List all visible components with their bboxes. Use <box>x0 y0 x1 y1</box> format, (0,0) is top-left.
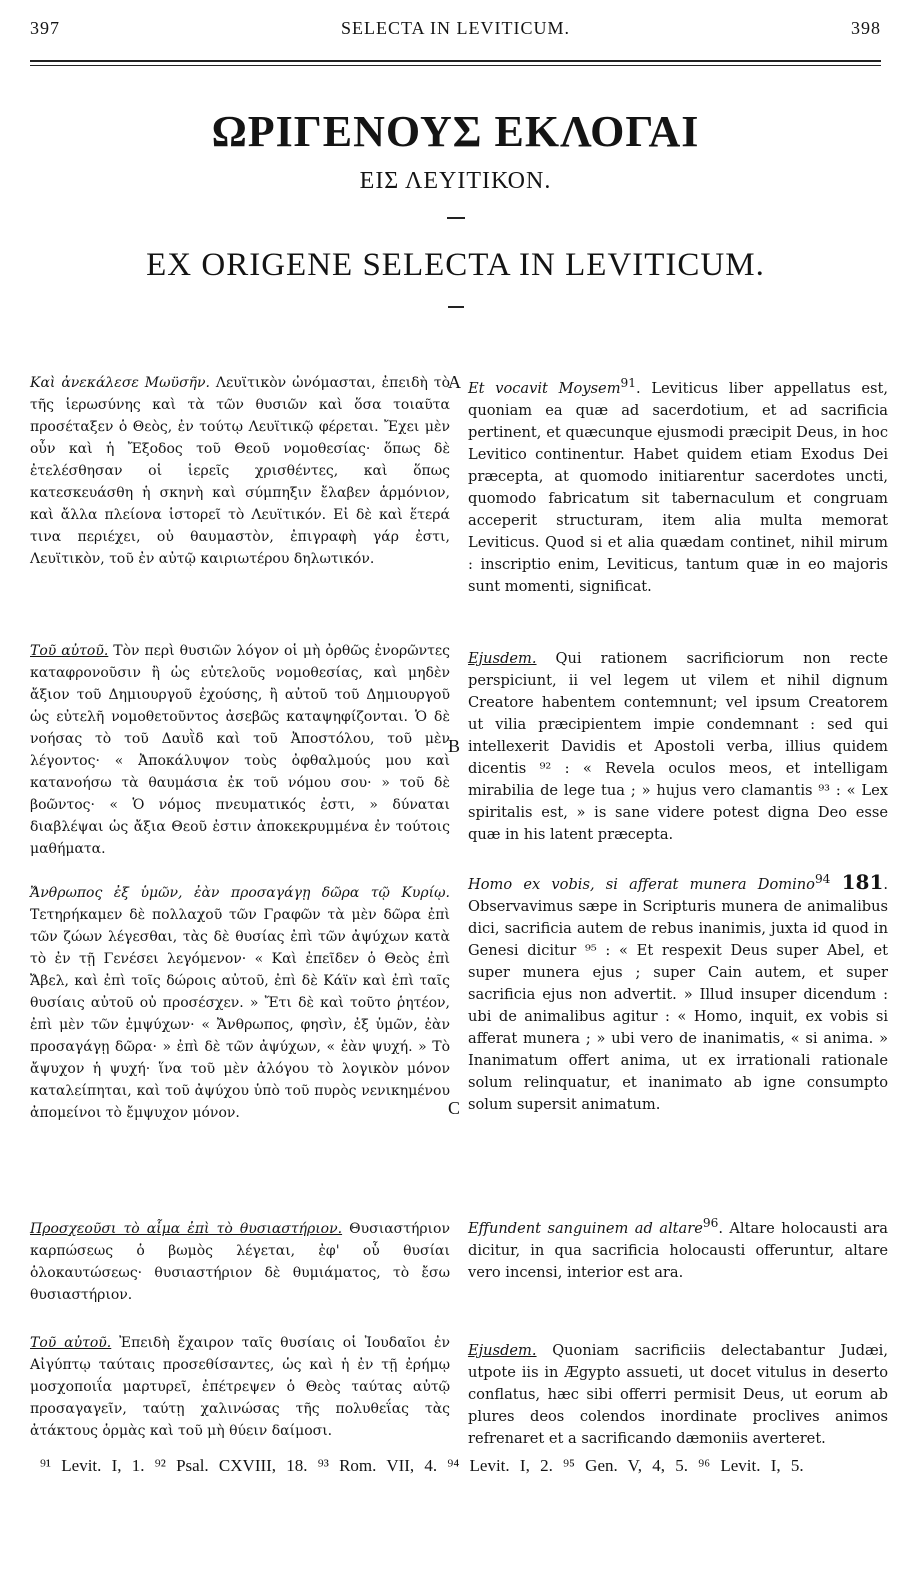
running-head <box>30 18 881 39</box>
margin-marker-c: C <box>448 1098 461 1118</box>
greek-paragraph: Καὶ ἀνεκάλεσε Μωϋσῆν. Λευϊτικὸν ὠνόμασται, ἐπειδὴ τὸ τῆς ἱερωσύνης καὶ τὰ τῶν θυσιῶν καὶ ὅσα τοιαῦτα προσέταξεν ὁ Θεὸς, ἐν τούτῳ Λευϊτικῷ φέρεται. Ἔχει μὲν οὖν καὶ ἡ Ἔξοδος τοῦ Θεοῦ νομοθεσίας· ὅπως δὲ ἐτελέσθησαν οἱ ἱερεῖς χρισθέντες, καὶ ὅπως κατεσκευάσθη ἡ σκηνὴ καὶ σύμπηξιν ἔλαβεν ἁρμόνιον, καὶ ἄλλα πλείονα ἱστορεῖ τὸ Λευϊτικόν. Εἰ δὲ καὶ ἕτερά τινα περιέχει, οὐ θαυμαστὸν, ἐπιγραφὴ γάρ ἐστι, Λευϊτικὸν, τοῦ ἐν αὐτῷ καιριωτέρου δηλωτικόν. <box>30 375 450 567</box>
right-page-number: 398 <box>850 18 881 38</box>
latin-paragraph: Ejusdem. Quoniam sacrificiis delectabantur Judæi, utpote iis in Ægypto assueti, ut docet vitulus in deserto conflatus, hæc sibi offerri permisit Deus, ut eorum ab plures deos colendos inordinate proclives animos refrenaret et a sacrificando dæmoniis averteret. <box>468 1342 888 1447</box>
title-dash <box>447 217 465 219</box>
header-rule <box>30 60 881 66</box>
margin-marker-b: B <box>448 736 461 756</box>
column-number: 181 <box>841 869 884 894</box>
greek-paragraph: Τοῦ αὐτοῦ. Ἐπειδὴ ἔχαιρον ταῖς θυσίαις οἱ Ἰουδαῖοι ἐν Αἰγύπτῳ ταύταις προσεθίσαντες, ὡς καὶ ἡ ἐν τῇ ἐρήμῳ μοσχοποιΐα μαρτυρεῖ, ἐπέτρεψεν ὁ Θεὸς ταύτας αὐτῷ προσαγαγεῖν, ταύτῃ χαλινώσας τῆς πολυθεΐας τὰς ἀτάκτους ὁρμὰς καὶ τοῦ μὴ θύειν δαίμοσι. <box>30 1335 450 1439</box>
title-dash-2 <box>448 306 464 308</box>
latin-title: EX ORIGENE SELECTA IN LEVITICUM. <box>146 247 765 284</box>
greek-paragraph: Ἄνθρωπος ἐξ ὑμῶν, ἐὰν προσαγάγῃ δῶρα τῷ Κυρίῳ. Τετηρήκαμεν δὲ πολλαχοῦ τῶν Γραφῶν τὰ μὲν δῶρα ἐπὶ τῶν ζώων λέγεσθαι, τὰς δὲ θυσίας ἐπὶ τῶν ἀψύχων κατὰ τὸ ἐν τῇ Γενέσει λεγόμενον· « Καὶ ἐπεῖδεν ὁ Θεὸς ἐπὶ Ἄβελ, καὶ ἐπὶ τοῖς δώροις αὐτοῦ, ἐπὶ δὲ Κάϊν καὶ ἐπὶ ταῖς θυσίαις αὐτοῦ οὐ προσέσχεν. » Ἔτι δὲ καὶ τοῦτο ῥητέον, ἐπὶ μὲν τῶν ἐμψύχων· « Ἄνθρωπος, φησὶν, ἐξ ὑμῶν, ἐὰν προσαγάγῃ δῶρα· » ἐπὶ δὲ τῶν ἀψύχων, « ἐὰν ψυχή. » Τὸ ἄψυχον ἡ ψυχή· ἵνα τοῦ μὲν ἀλόγου τὸ λογικὸν μόνον καταλείπηται, καὶ τοῦ ἀψύχου ὑπὸ τοῦ πυρὸς νενικημένου ἀπομείνοι τὸ ἔμψυχον μόνον. <box>30 885 450 1121</box>
latin-paragraph: Homo ex vobis, si afferat munera Domino$^{94}$ 181. Observavimus sæpe in Scripturis munera de animalibus dici, sacrificia autem de rebus inanimis, juxta id quod in Genesi dicitur ⁹⁵ : « Et respexit Deus super Abel, et super munera ejus ; super Cain autem, et super sacrificia ejus non advertit. » Illud insuper dicendum : ubi de animalibus agitur : « Homo, inquit, ex vobis si afferat munera ; » ubi vero de inanimatis, « si anima. » Inanimatum offert anima, ut ex irrationali rationale solum relinquatur, et inanimato ab igne consumpto solum supersit animatum. <box>468 869 889 1113</box>
left-page-number: 397 <box>30 18 60 38</box>
latin-paragraph: Ejusdem. Qui rationem sacrificiorum non recte perspiciunt, ii vel legem ut vilem et nihil dignum Creatore habentem contemnunt; vel ipsum Creatorem ut vilia præcipientem impie condemnant : sed qui intellexerit Davidis et Apostoli verba, illius quidem dicentis ⁹² : « Revela oculos meos, et intelligam mirabilia de lege tua ; » hujus vero clamantis ⁹³ : « Lex spiritalis est, » is sane videre potest digna Deo esse quæ in his latent præcepta. <box>468 650 888 843</box>
latin-paragraph: Effundent sanguinem ad altare$^{96}$. Altare holocausti ara dicitur, in qua sacrificia holocausti offeruntur, altare vero incensi, interior est ara. <box>468 1216 888 1281</box>
greek-paragraph: Προσχεοῦσι τὸ αἷμα ἐπὶ τὸ θυσιαστήριον. Θυσιαστήριον καρπώσεως ὁ βωμὸς λέγεται, ἐφ' οὗ θυσίαι ὁλοκαυτώσεως· θυσιαστήριον δὲ θυμιάματος, τὸ ἔσω θυσιαστήριον. <box>30 1221 450 1303</box>
margin-marker-a: A <box>448 372 461 392</box>
running-title: SELECTA IN LEVITICUM. <box>340 18 571 38</box>
greek-title: ΩΡΙΓΕΝΟΥΣ ΕΚΛΟΓΑΙ <box>211 107 700 156</box>
footnotes: ⁹¹ Levit. I, 1. ⁹² Psal. CXVIII, 18. ⁹³ Rom. VII, 4. ⁹⁴ Levit. I, 2. ⁹⁵ Gen. V, 4, 5. ⁹⁶ Levit. I, 5. <box>40 1456 804 1475</box>
latin-paragraph: Et vocavit Moysem$^{91}$. Leviticus liber appellatus est, quoniam ea quæ ad sacerdotium, et ad sacrificia pertinent, et quæcunque ejusmodi præcipit Deus, in hoc Levitico continentur. Habet quidem etiam Exodus Dei præcepta, at quomodo initiarentur sacerdotes uncti, quomodo fabricatum sit tabernaculum et congruam acceperit structuram, item alia multa memorat Leviticus. Quod si et alia quædam continet, nihil mirum : inscriptio enim, Leviticus, tantum quæ in eo majoris sunt momenti, significat. <box>468 376 888 595</box>
greek-paragraph: Τοῦ αὐτοῦ. Τὸν περὶ θυσιῶν λόγον οἱ μὴ ὀρθῶς ἐνορῶντες καταφρονοῦσιν ἢ ὡς εὐτελοῦς νομοθεσίας, καὶ μηδὲν ἄξιον τοῦ Δημιουργοῦ ἐχούσης, ἢ αὐτοῦ τοῦ Δημιουργοῦ ὡς εὐτελῆ νομοθετοῦντος ἀσεβῶς καταψηφίζονται. Ὁ δὲ νοήσας τὸ τοῦ Δαυῒδ καὶ τοῦ Ἀποστόλου, τοῦ μὲν λέγοντος· « Ἀποκάλυψον τοὺς ὀφθαλμούς μου καὶ κατανοήσω τὰ θαυμάσια ἐκ τοῦ νόμου σου· » τοῦ δὲ βοῶντος· « Ὁ νόμος πνευματικός ἐστι, » δύναται διαβλέψαι ὡς ἄξια Θεοῦ ἐστιν ἀποκεκρυμμένα ἐν τούτοις μαθήματα. <box>30 643 451 857</box>
greek-subtitle: ΕΙΣ ΛΕΥΙΤΙΚΟΝ. <box>359 168 552 195</box>
title-block <box>0 108 911 308</box>
